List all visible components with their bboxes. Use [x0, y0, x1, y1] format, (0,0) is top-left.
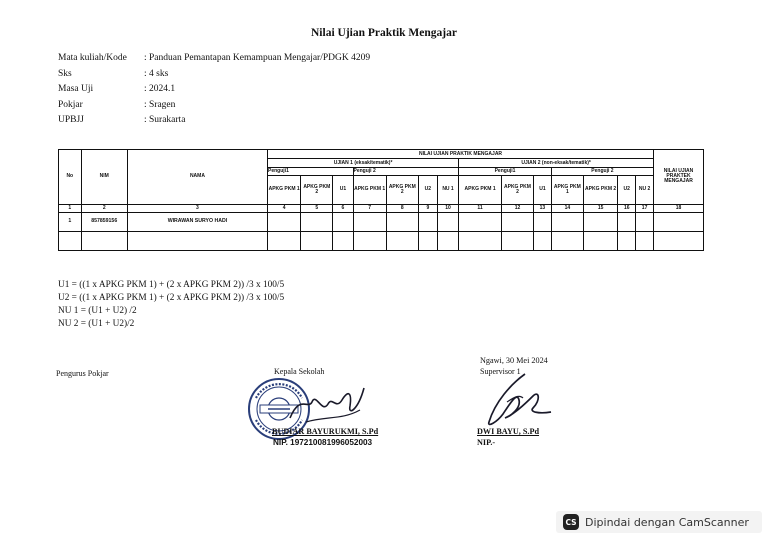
formula-u1: U1 = ((1 x APKG PKM 1) + (2 x APKG PKM 2)) /3 x 100/5	[58, 280, 285, 290]
supervisor-signature-image	[481, 372, 553, 430]
header-nu-2: NU 2	[636, 176, 654, 204]
pengurus-label: Pengurus Pokjar	[56, 369, 109, 378]
header-apkg-pkm-2: APKG PKM 2	[501, 176, 533, 204]
header-u2: U2	[418, 176, 437, 204]
kepala-nip: NIP. 197210081996052003	[273, 438, 373, 447]
formula-list	[58, 279, 284, 331]
header-apkg-pkm-2: APKG PKM 2	[583, 176, 617, 204]
info-row-upbjj: UPBJJ : Surakarta	[58, 115, 186, 125]
formula-u2: U2 = ((1 x APKG PKM 1) + (2 x APKG PKM 2)) /3 x 100/5	[58, 293, 285, 303]
kepala-title: Kepala Sekolah	[274, 367, 325, 376]
header-ujian-1: UJIAN 1 (eksak/tematik)*	[268, 159, 459, 167]
header-nu-1: NU 1	[437, 176, 458, 204]
grades-table	[58, 149, 704, 251]
info-row-sks: Sks : 4 sks	[58, 68, 169, 79]
kepala-signature-image	[286, 380, 368, 430]
formula-nu2: NU 2 = (U1 + U2)/2	[58, 319, 135, 329]
header-apkg-pkm-1: APKG PKM 1	[268, 176, 301, 204]
header-nilai-ujian: NILAI UJIAN PRAKTEK MENGAJAR	[654, 150, 704, 205]
camscanner-icon: CS	[563, 514, 579, 530]
header-penguji-1: Penguji1	[268, 167, 354, 175]
page-title: Nilai Ujian Praktik Mengajar	[311, 27, 457, 39]
course-info	[58, 53, 370, 131]
cell-no: 1	[59, 213, 82, 232]
header-apkg-pkm-1: APKG PKM 1	[353, 176, 386, 204]
supervisor-title: Supervisor 1	[480, 367, 521, 376]
header-apkg-pkm-1: APKG PKM 1	[459, 176, 502, 204]
header-apkg-pkm-2: APKG PKM 2	[386, 176, 418, 204]
header-nilai-group: NILAI UJIAN PRAKTIK MENGAJAR	[268, 150, 654, 159]
info-row-pokjar: Pokjar : Sragen	[58, 99, 176, 110]
camscanner-text: Dipindai dengan CamScanner	[585, 515, 749, 529]
supervisor-nip: NIP.-	[477, 438, 496, 447]
table-row-empty	[59, 232, 704, 251]
header-penguji-2: Penguji 2	[353, 167, 459, 175]
header-nim: NIM	[81, 150, 127, 205]
header-no: No	[59, 150, 82, 205]
header-u2: U2	[618, 176, 636, 204]
column-number-row: 1 2 3 4 5 6 7 8 9 10 11 12 13 14 15 16 17 18	[59, 204, 704, 212]
camscanner-badge	[556, 511, 762, 533]
info-row-masa-uji: Masa Uji : 2024.1	[58, 84, 176, 94]
info-row-course: Mata kuliah/Kode : Panduan Pemantapan Kemampuan Mengajar/PDGK 4209	[58, 53, 371, 63]
table-row	[59, 213, 704, 232]
cell-nim: 857859156	[81, 213, 127, 232]
header-apkg-pkm-1: APKG PKM 1	[551, 176, 583, 204]
header-u1: U1	[333, 176, 353, 204]
supervisor-name: DWI BAYU, S.Pd	[477, 427, 540, 436]
header-penguji-1b: Penguji1	[459, 167, 552, 175]
header-penguji-2b: Penguji 2	[551, 167, 653, 175]
header-ujian-2: UJIAN 2 (non-eksak/tematik)*	[459, 159, 654, 167]
header-nama: NAMA	[127, 150, 267, 205]
header-u1: U1	[534, 176, 552, 204]
kepala-name: BUDIAR BAYURUKMI, S.Pd	[272, 427, 379, 436]
header-apkg-pkm-2: APKG PKM 2	[301, 176, 333, 204]
formula-nu1: NU 1 = (U1 + U2) /2	[58, 306, 137, 316]
sign-date: Ngawi, 30 Mei 2024	[480, 356, 548, 365]
cell-nama: WIRAWAN SURYO HADI	[127, 213, 267, 232]
